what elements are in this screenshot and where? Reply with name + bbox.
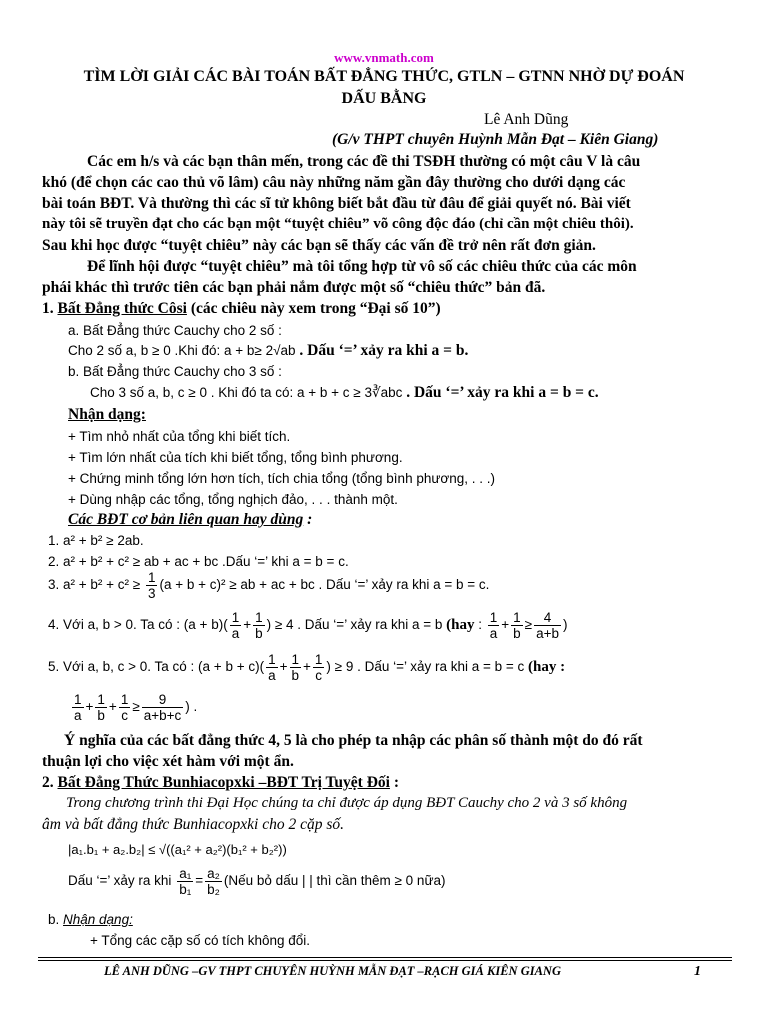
formula-5-continued: $\frac{1}{a}$ + $\frac{1}{b}$ + $\frac{1}{c}$ ≥ $\frac{9}{a+b+c}$ ) . — [74, 691, 198, 723]
page-number: 1 — [694, 964, 701, 979]
fraction-1-over-a-2: $\frac{1}{a}$ — [489, 609, 498, 641]
fraction-1-over-b-2: $\frac{1}{b}$ — [513, 609, 521, 641]
section-2-b-item: + Tổng các cặp số có tích không đổi. — [90, 933, 311, 948]
cauchy-3-label: b. Bất Đẳng thức Cauchy cho 3 số : — [68, 364, 282, 379]
formula-4-colon: : — [474, 617, 482, 632]
section-2-number: 2. — [42, 774, 58, 791]
formula-5-middle: ) ≥ 9 . Dấu ‘=’ xảy ra khi a = b = c — [326, 659, 529, 674]
formula-4-hay: (hay — [446, 617, 475, 633]
formula-3-lhs: 3. a² + b² + c² ≥ — [48, 577, 141, 592]
formula-4: 4. Với a, b > 0. Ta có : (a + b)( $\frac{1}{a}$ + $\frac{1}{b}$ ) ≥ 4 . Dấu ‘=’ xảy ra khi a = b (hay : $\frac{1}{a}$ + $\frac{1}{b}$ ≥ $\frac{4}{a+b}$ ) — [48, 609, 568, 641]
intro-line-4: này tôi sẽ truyền đạt cho các bạn một “tuyệt chiêu” võ công độc đáo (chỉ cần một chiêu thôi). — [42, 216, 634, 232]
basic-inequalities-title: Các BĐT cơ bản liên quan hay dùng — [68, 511, 304, 528]
formula-1: 1. a² + b² ≥ 2ab. — [48, 533, 144, 548]
fraction-1-over-b: $\frac{1}{b}$ — [255, 609, 263, 641]
bunhiacopxki-inequality: |a₁.b₁ + a₂.b₂| ≤ √((a₁² + a₂²)(b₁² + b₂²)) — [68, 842, 287, 857]
basic-inequalities-heading — [68, 510, 312, 529]
footer-rule-top — [38, 957, 732, 958]
formula-3-rhs: (a + b + c)² ≥ ab + ac + bc . Dấu ‘=’ xảy ra khi a = b = c. — [159, 577, 490, 592]
section-2-note-line-1: Trong chương trình thi Đại Học chúng ta chỉ được áp dụng BĐT Cauchy cho 2 và 3 số không — [66, 795, 628, 811]
cauchy-3-formula: Cho 3 số a, b, c ≥ 0 . Khi đó ta có: a + b + c ≥ 3∛abc — [90, 385, 403, 400]
fraction-1-over-c-2: $\frac{1}{c}$ — [120, 691, 129, 723]
equality-condition-note: (Nếu bỏ dấu | | thì cần thêm ≥ 0 nữa) — [223, 873, 446, 888]
formula-5-lhs: 5. Với a, b, c > 0. Ta có : (a + b + c)( — [48, 659, 265, 674]
cauchy-3-equality: . Dấu ‘=’ xảy ra khi a = b = c. — [402, 384, 599, 401]
fraction-a2-over-b2: $\frac{\text{a₂}}{\text{b₂}}$ — [207, 865, 220, 897]
equality-condition-label: Dấu ‘=’ xảy ra khi — [68, 873, 172, 888]
basic-inequalities-colon: : — [303, 511, 313, 528]
formula-5: 5. Với a, b, c > 0. Ta có : (a + b + c)( $\frac{1}{a}$ + $\frac{1}{b}$ + $\frac{1}{c}$ ) ≥ 9 . Dấu ‘=’ xảy ra khi a = b = c (hay : — [48, 651, 566, 683]
section-2-b-heading — [48, 910, 133, 929]
fraction-1-over-a-3: $\frac{1}{a}$ — [268, 651, 276, 683]
intro-line-1: Các em h/s và các bạn thân mến, trong các đề thi TSĐH thường có một câu V là câu — [87, 153, 641, 170]
fraction-4-over-a-plus-b: $\frac{4}{a+b}$ — [536, 609, 559, 641]
fraction-1-over-a: $\frac{1}{a}$ — [231, 609, 240, 641]
fraction-one-third: $\frac{1}{3}$ — [147, 569, 156, 601]
cauchy-2-statement — [68, 341, 468, 360]
recognition-item-4: + Dùng nhập các tổng, tổng nghịch đảo, . . . thành một. — [68, 492, 398, 507]
section-2-b-label: b. — [48, 912, 64, 927]
intro-line-3: bài toán BĐT. Và thường thì các sĩ tử không biết bắt đầu từ đâu để giải quyết nó. Bài viết — [42, 195, 631, 212]
intro-line-6: Để lĩnh hội được “tuyệt chiêu” mà tôi tổng hợp từ vô số các chiêu thức của các môn — [87, 258, 637, 275]
affiliation: (G/v THPT chuyên Huỳnh Mẫn Đạt – Kiên Giang) — [332, 131, 659, 148]
section-1-heading — [42, 299, 441, 318]
site-url[interactable]: www.vnmath.com — [334, 50, 434, 65]
fraction-a1-over-b1: $\frac{\text{a₁}}{\text{b₁}}$ — [179, 865, 192, 897]
fraction-1-over-b-4: $\frac{1}{b}$ — [97, 691, 105, 723]
recognition-item-3: + Chứng minh tổng lớn hơn tích, tích chia tổng (tổng bình phương, . . .) — [68, 471, 495, 486]
recognition-item-1: + Tìm nhỏ nhất của tổng khi biết tích. — [68, 429, 291, 444]
title-line-2: DẤU BẰNG — [341, 90, 427, 107]
section-1-subtitle: (các chiêu này xem trong “Đại số 10”) — [186, 300, 441, 317]
recognition-item-2: + Tìm lớn nhất của tích khi biết tổng, tổng bình phương. — [68, 450, 403, 465]
fraction-1-over-c: $\frac{1}{c}$ — [314, 651, 323, 683]
fraction-9-over-sum: $\frac{9}{a+b+c}$ — [143, 691, 182, 723]
intro-line-2: khó (để chọn các cao thủ võ lâm) câu này những năm gần đây thường cho dưới dạng các — [42, 174, 626, 191]
formula-4-lhs: 4. Với a, b > 0. Ta có : (a + b)( — [48, 617, 228, 632]
cauchy-3-statement — [90, 383, 599, 402]
formula-4-middle: ) ≥ 4 . Dấu ‘=’ xảy ra khi a = b — [266, 617, 447, 632]
section-2-b-title: Nhận dạng: — [63, 912, 133, 927]
recognition-title: Nhận dạng: — [68, 406, 146, 423]
author: Lê Anh Dũng — [484, 111, 569, 128]
meaning-line-1: Ý nghĩa của các bất đẳng thức 4, 5 là cho phép ta nhập các phân số thành một do đó rất — [64, 732, 643, 749]
section-2-note-line-2: âm và bất đẳng thức Bunhiacopxki cho 2 cặp số. — [42, 816, 345, 833]
section-1-number: 1. — [42, 300, 58, 317]
intro-line-7: phái khác thì trước tiên các bạn phải nắm được một số “chiêu thức” bản đã. — [42, 279, 546, 296]
cauchy-2-equality: . Dấu ‘=’ xảy ra khi a = b. — [295, 342, 469, 359]
formula-3 — [48, 568, 489, 602]
title-line-1: TÌM LỜI GIẢI CÁC BÀI TOÁN BẤT ĐẲNG THỨC, GTLN – GTNN NHỜ DỰ ĐOÁN — [83, 68, 685, 85]
formula-2: 2. a² + b² + c² ≥ ab + ac + bc .Dấu ‘=’ khi a = b = c. — [48, 554, 349, 569]
bunhiacopxki-equality: Dấu ‘=’ xảy ra khi $\frac{\text{a₁}}{\text{b₁}}$ = $\frac{\text{a₂}}{\text{b₂}}$ (Nếu bỏ dấu | | thì cần thêm ≥ 0 nữa) — [68, 865, 446, 897]
footer-text: LÊ ANH DŨNG –GV THPT CHUYÊN HUỲNH MẪN ĐẠT –RẠCH GIÁ KIÊN GIANG — [104, 964, 561, 978]
cauchy-2-formula: Cho 2 số a, b ≥ 0 .Khi đó: a + b≥ 2√ab — [68, 343, 296, 358]
fraction-1-over-a-4: $\frac{1}{a}$ — [74, 691, 82, 723]
section-2-colon: : — [389, 774, 400, 791]
section-1-title: Bất Đẳng thức Côsi — [57, 300, 187, 317]
section-2-title: Bất Đẳng Thức Bunhiacopxki –BĐT Trị Tuyệt Đối — [57, 774, 390, 791]
meaning-line-2: thuận lợi cho việc xét hàm với một ẩn. — [42, 753, 294, 770]
cauchy-2-label: a. Bất Đẳng thức Cauchy cho 2 số : — [68, 323, 282, 338]
footer-rule-bottom — [38, 960, 732, 961]
fraction-1-over-b-3: $\frac{1}{b}$ — [291, 651, 300, 683]
intro-line-5: Sau khi học được “tuyệt chiêu” này các bạn sẽ thấy các vấn đề trở nên rất đơn giản. — [42, 237, 596, 254]
formula-5-hay: (hay : — [528, 659, 566, 675]
section-2-heading — [42, 773, 399, 792]
